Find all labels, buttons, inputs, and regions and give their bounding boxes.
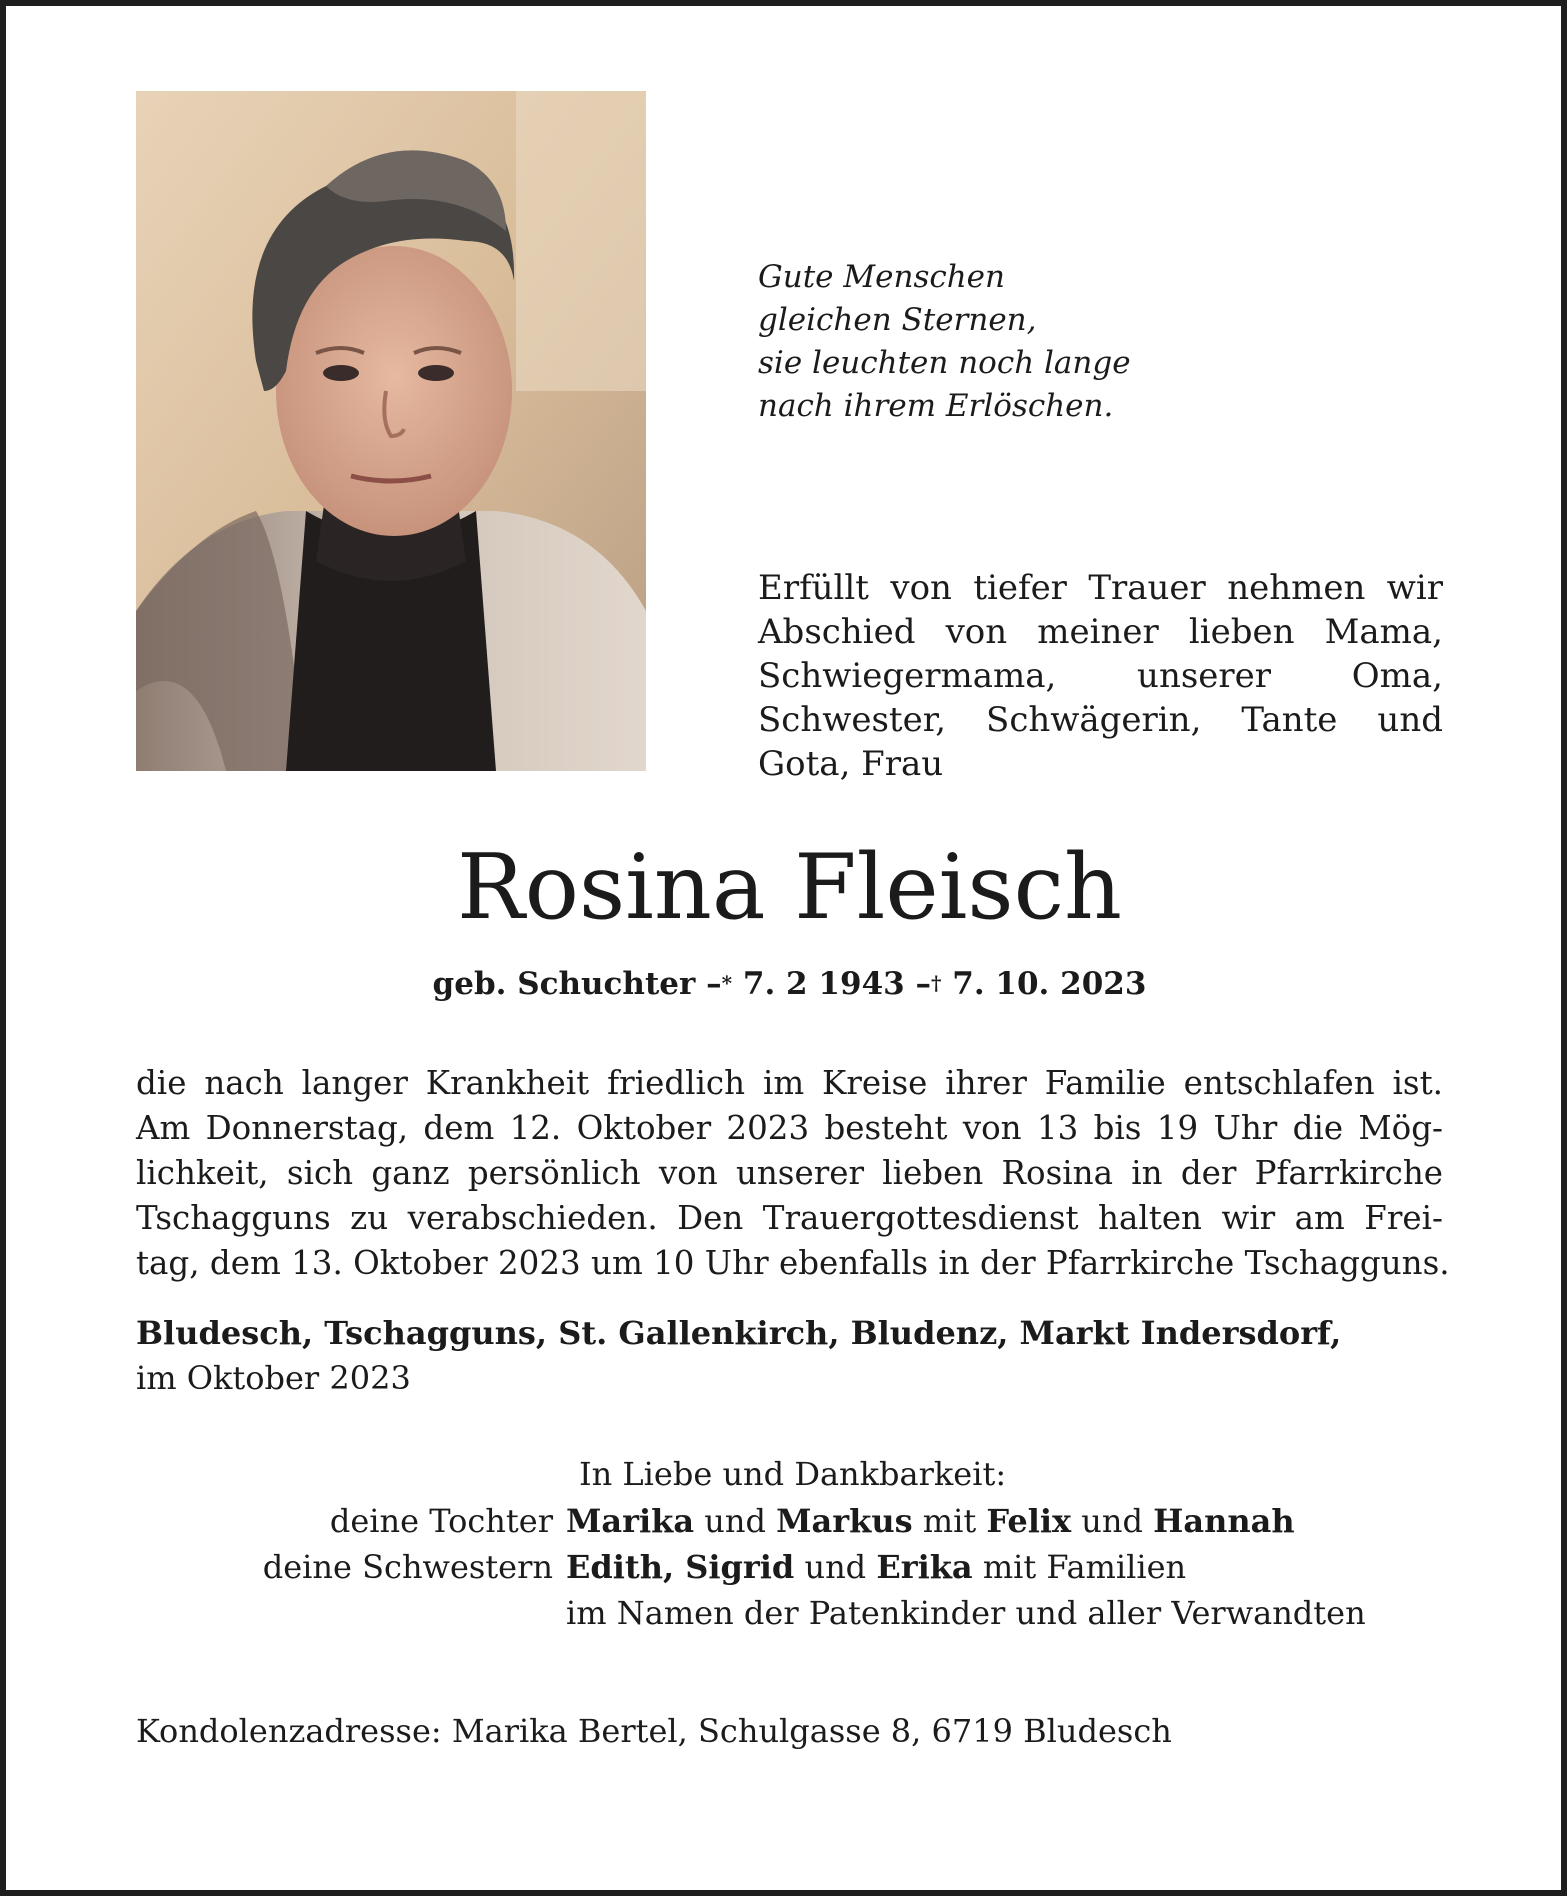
signer-name: Markus bbox=[776, 1502, 913, 1540]
thanks-line: In Liebe und Dankbarkeit: bbox=[579, 1455, 1007, 1493]
body-line: die nach langer Krankheit friedlich im Kreise ihrer Familie entschlafen ist. bbox=[136, 1064, 1443, 1102]
body-line: tag, dem 13. Oktober 2023 um 10 Uhr ebenfalls in der Pfarrkirche Tschagguns. bbox=[136, 1244, 1450, 1282]
intro-paragraph: Erfüllt von tiefer Trauer nehmen wir Abschied von meiner lieben Mama, Schwiegermama, unserer Oma, Schwester, Schwägerin, Tante und Gota, Frau bbox=[758, 568, 1443, 784]
signer-name: Erika bbox=[876, 1548, 973, 1586]
deceased-name: Rosina Fleisch bbox=[457, 835, 1122, 940]
signer-others: im Namen der Patenkinder und aller Verwandten bbox=[566, 1594, 1366, 1632]
condolence-address: Kondolenzadresse: Marika Bertel, Schulgasse 8, 6719 Bludesch bbox=[136, 1712, 1172, 1750]
signer-names bbox=[566, 1498, 1446, 1544]
motto-quote bbox=[758, 256, 1131, 428]
motto-line: gleichen Sternen, bbox=[758, 302, 1037, 338]
body-line: lichkeit, sich ganz persönlich von unserer lieben Rosina in der Pfarrkirche bbox=[136, 1154, 1443, 1192]
birth-mark: * bbox=[721, 971, 733, 995]
locations: Bludesch, Tschagguns, St. Gallenkirch, Bludenz, Markt Indersdorf, bbox=[136, 1314, 1342, 1352]
signer-row-sisters bbox=[136, 1544, 1446, 1590]
motto-line: sie leuchten noch lange bbox=[758, 345, 1131, 381]
motto-line: Gute Menschen bbox=[758, 259, 1005, 295]
signer-role: deine Schwestern bbox=[262, 1548, 553, 1586]
portrait-photo-icon bbox=[136, 91, 646, 771]
signer-name: Felix bbox=[986, 1502, 1072, 1540]
signer-row-daughter bbox=[136, 1498, 1446, 1544]
dash: – bbox=[706, 966, 722, 1002]
portrait-photo bbox=[136, 91, 646, 771]
signer-role: deine Tochter bbox=[329, 1502, 553, 1540]
signer-name: Marika bbox=[566, 1502, 695, 1540]
conjunction: mit Familien bbox=[982, 1548, 1187, 1586]
birth-name: geb. Schuchter bbox=[432, 966, 696, 1002]
conjunction: und bbox=[804, 1548, 867, 1586]
motto-line: nach ihrem Erlöschen. bbox=[758, 388, 1114, 424]
body-line: Tschagguns zu verabschieden. Den Trauergottesdienst halten wir am Frei- bbox=[136, 1199, 1443, 1237]
conjunction: und bbox=[1081, 1502, 1143, 1540]
signer-names bbox=[566, 1544, 1446, 1590]
conjunction: mit bbox=[922, 1502, 977, 1540]
date-line: im Oktober 2023 bbox=[136, 1359, 411, 1397]
signer-role-empty bbox=[136, 1590, 566, 1636]
signer-row-others bbox=[136, 1590, 1446, 1636]
death-date: 7. 10. 2023 bbox=[952, 966, 1147, 1002]
life-dates bbox=[6, 964, 1567, 1007]
death-mark: † bbox=[931, 971, 942, 995]
dash: – bbox=[915, 966, 931, 1002]
signer-name: Edith, Sigrid bbox=[566, 1548, 795, 1586]
body-line: Am Donnerstag, dem 12. Oktober 2023 besteht von 13 bis 19 Uhr die Mög- bbox=[136, 1109, 1443, 1147]
conjunction: und bbox=[704, 1502, 766, 1540]
birth-date: 7. 2 1943 bbox=[742, 966, 905, 1002]
signers-list bbox=[136, 1498, 1446, 1636]
place-and-date bbox=[136, 1311, 1341, 1401]
signer-name: Hannah bbox=[1153, 1502, 1295, 1540]
announcement-body bbox=[136, 1061, 1450, 1286]
